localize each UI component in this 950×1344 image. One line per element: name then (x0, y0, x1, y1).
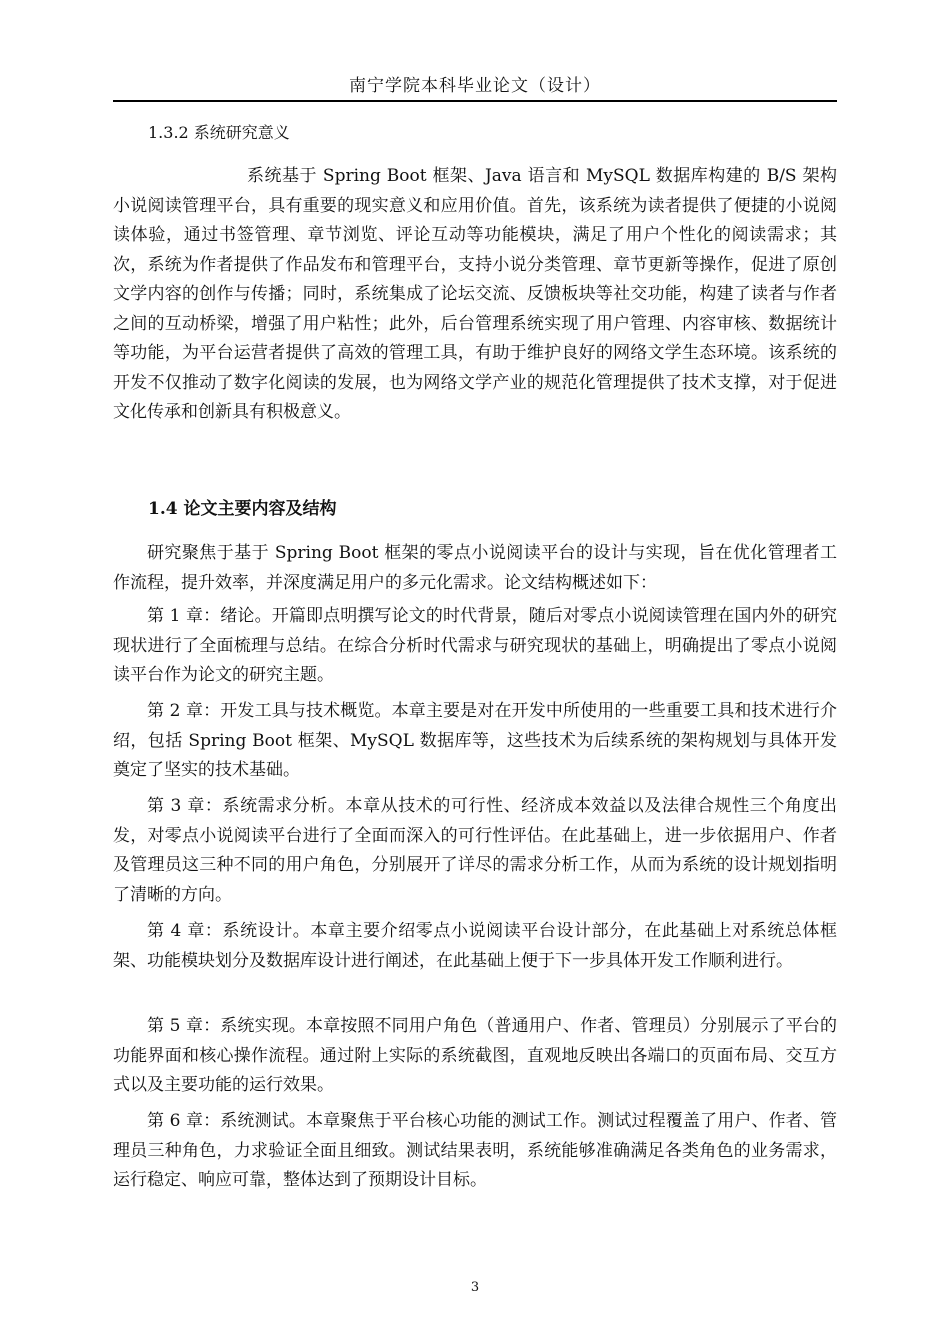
paragraph-structure-intro: 研究聚焦于基于 Spring Boot 框架的零点小说阅读平台的设计与实现，旨在优化管理者工作流程，提升效率，并深度满足用户的多元化需求。论文结构概述如下： (113, 543, 837, 593)
page-header-title: 南宁学院本科毕业论文（设计） (349, 76, 601, 96)
paragraph-chapter-2: 第 2 章：开发工具与技术概览。本章主要是对在开发中所使用的一些重要工具和技术进行介绍，包括 Spring Boot 框架、MySQL 数据库等，这些技术为后续系统的架构规划与具体开发奠定了坚实的技术基础。 (113, 701, 837, 780)
paragraph-chapter-1: 第 1 章：绪论。开篇即点明撰写论文的时代背景，随后对零点小说阅读管理在国内外的研究现状进行了全面梳理与总结。在综合分析时代需求与研究现状的基础上，明确提出了零点小说阅读平台作为论文的研究主题。 (113, 606, 837, 685)
section-heading-1-4: 1.4 论文主要内容及结构 (148, 499, 337, 519)
page-number: 3 (470, 1280, 480, 1295)
header-divider (113, 100, 837, 102)
paragraph-research-significance: 系统基于 Spring Boot 框架、Java 语言和 MySQL 数据库构建的 B/S 架构小说阅读管理平台，具有重要的现实意义和应用价值。首先，该系统为读者提供了便捷的小说阅读体验，通过书签管理、章节浏览、评论互动等功能模块，满足了用户个性化的阅读需求；其次，系统为作者提供了作品发布和管理平台，支持小说分类管理、章节更新等操作，促进了原创文学内容的创作与传播；同时，系统集成了论坛交流、反馈板块等社交功能，构建了读者与作者之间的互动桥梁，增强了用户粘性；此外，后台管理系统实现了用户管理、内容审核、数据统计等功能，为平台运营者提供了高效的管理工具，有助于维护良好的网络文学生态环境。该系统的开发不仅推动了数字化阅读的发展，也为网络文学产业的规范化管理提供了技术支撑，对于促进文化传承和创新具有积极意义。 (113, 166, 837, 422)
paragraph-chapter-6: 第 6 章：系统测试。本章聚焦于平台核心功能的测试工作。测试过程覆盖了用户、作者、管理员三种角色，力求验证全面且细致。测试结果表明，系统能够准确满足各类角色的业务需求，运行稳定、响应可靠，整体达到了预期设计目标。 (113, 1111, 837, 1190)
paragraph-chapter-4: 第 4 章：系统设计。本章主要介绍零点小说阅读平台设计部分，在此基础上对系统总体框架、功能模块划分及数据库设计进行阐述，在此基础上便于下一步具体开发工作顺利进行。 (113, 921, 837, 971)
paragraph-chapter-5: 第 5 章：系统实现。本章按照不同用户角色（普通用户、作者、管理员）分别展示了平台的功能界面和核心操作流程。通过附上实际的系统截图，直观地反映出各端口的页面布局、交互方式以及主要功能的运行效果。 (113, 1016, 837, 1095)
paragraph-chapter-3: 第 3 章：系统需求分析。本章从技术的可行性、经济成本效益以及法律合规性三个角度出发，对零点小说阅读平台进行了全面而深入的可行性评估。在此基础上，进一步依据用户、作者及管理员这三种不同的用户角色，分别展开了详尽的需求分析工作，从而为系统的设计规划指明了清晰的方向。 (113, 796, 837, 905)
subsection-heading-1-3-2: 1.3.2 系统研究意义 (148, 123, 290, 142)
